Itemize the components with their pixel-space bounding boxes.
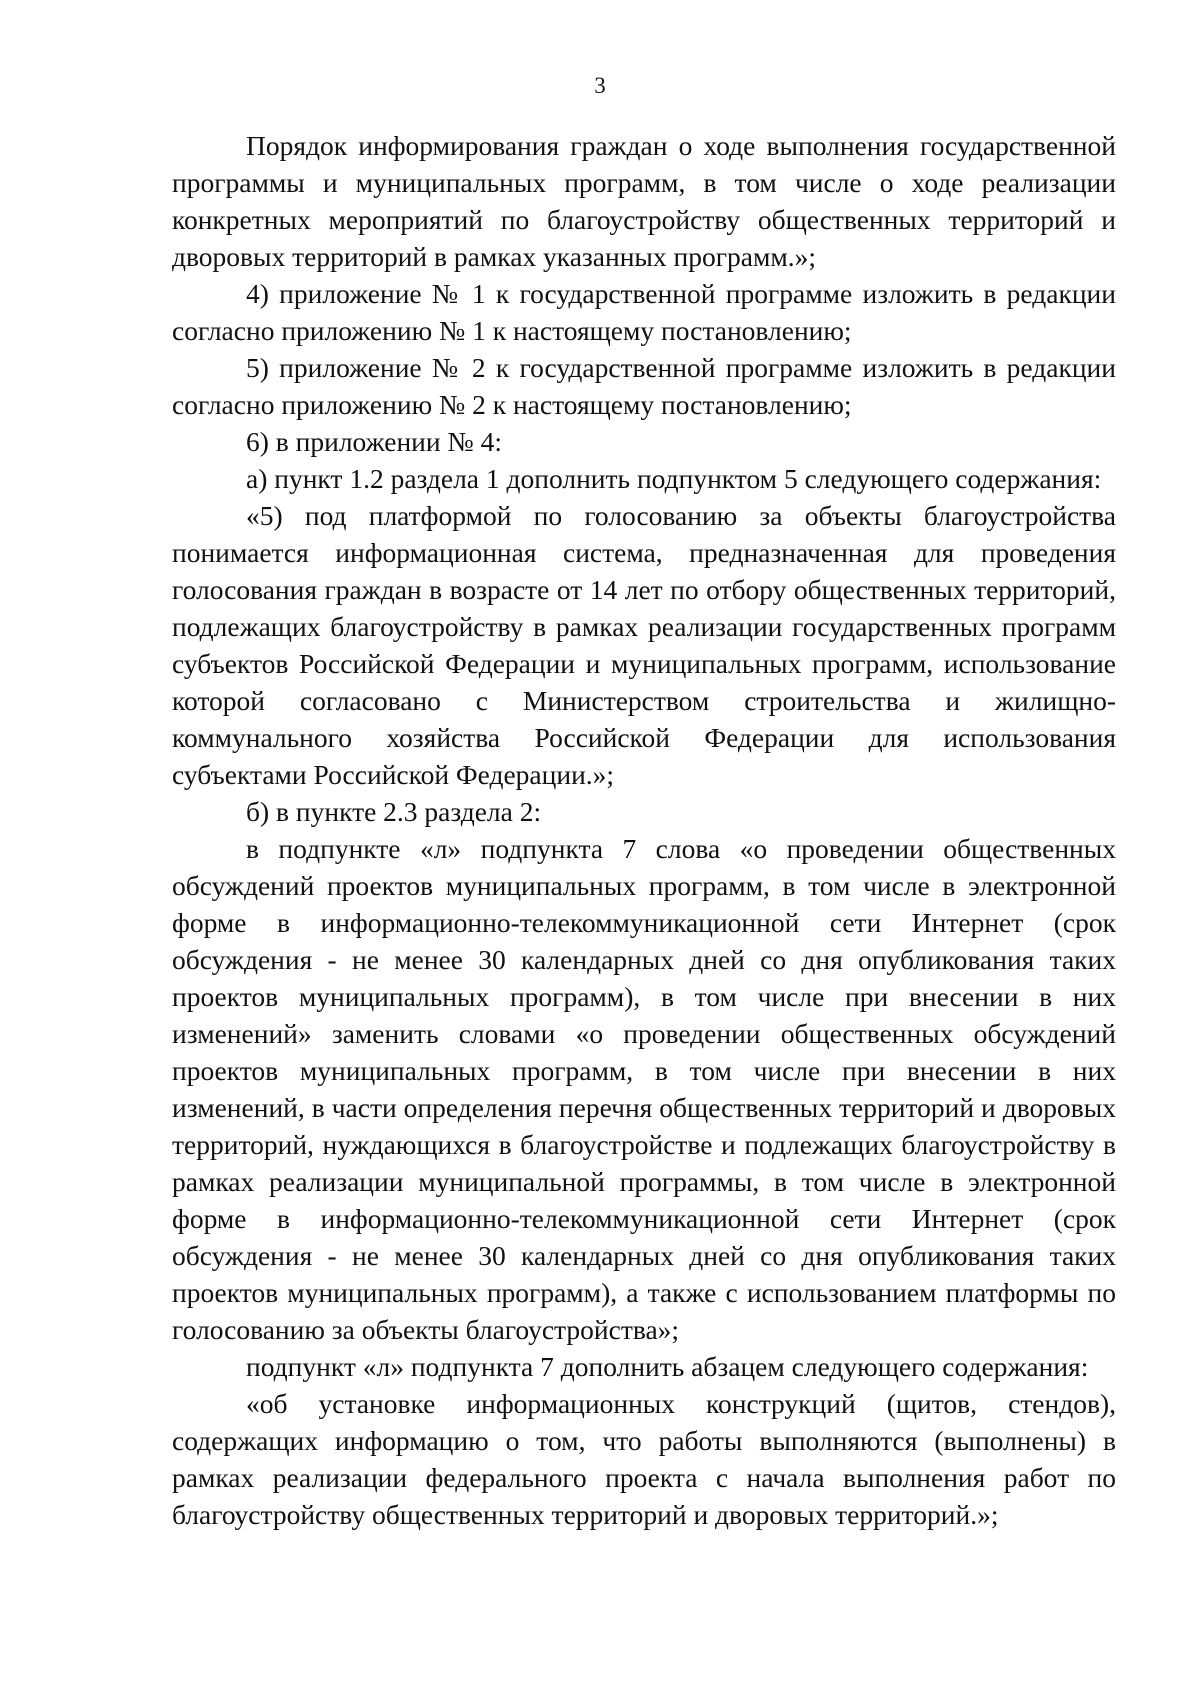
paragraph-subpoint-l-addition: подпункт «л» подпункта 7 дополнить абзацем следующего содержания: [246, 1351, 1089, 1382]
paragraph-subitem-b: б) в пункте 2.3 раздела 2: [246, 796, 542, 827]
paragraph-information-structures: «об установке информационных конструкций (щитов, стендов), содержащих информацию о том, что работы выполняются (выполнены) в рамках реализации федерального проекта с начала выполнения работ по благоустройству общественных территорий и дворовых территорий.»; [172, 1388, 1116, 1530]
paragraph-subpoint-l-replacement: в подпункте «л» подпункта 7 слова «о проведении общественных обсуждений проектов муниципальных программ, в том числе в электронной форме в информационно-телекоммуникационной сети Интернет (срок обсуждения - не менее 30 календарных дней со дня опубликования таких проектов муниципальных программ), в том числе при внесении в них изменений» заменить словами «о проведении общественных обсуждений проектов муниципальных программ, в том числе при внесении в них изменений, в части определения перечня общественных территорий и дворовых территорий, нуждающихся в благоустройстве и подлежащих благоустройству в рамках реализации муниципальной программы, в том числе в электронной форме в информационно-телекоммуникационной сети Интернет (срок обсуждения - не менее 30 календарных дней со дня опубликования таких проектов муниципальных программ), а также с использованием платформы по голосованию за объекты благоустройства»; [172, 833, 1116, 1345]
paragraph-item-6: 6) в приложении № 4: [246, 426, 502, 457]
paragraph-informing-order: Порядок информирования граждан о ходе выполнения государственной программы и муниципальных программ, в том числе о ходе реализации конкретных мероприятий по благоустройству общественных территорий и дворовых территорий в рамках указанных программ.»; [172, 130, 1116, 272]
paragraph-item-4: 4) приложение № 1 к государственной программе изложить в редакции согласно приложению № 1 к настоящему постановлению; [172, 278, 1116, 346]
paragraph-item-5: 5) приложение № 2 к государственной программе изложить в редакции согласно приложению № 2 к настоящему постановлению; [172, 352, 1116, 420]
paragraph-voting-platform-definition: «5) под платформой по голосованию за объекты благоустройства понимается информационная система, предназначенная для проведения голосования граждан в возрасте от 14 лет по отбору общественных территорий, подлежащих благоустройству в рамках реализации государственных программ субъектов Российской Федерации и муниципальных программ, использование которой согласовано с Министерством строительства и жилищно-коммунального хозяйства Российской Федерации для использования субъектами Российской Федерации.»; [172, 500, 1116, 790]
page-number: 3 [594, 73, 606, 98]
document-body [172, 127, 1116, 1533]
paragraph-subitem-a: а) пункт 1.2 раздела 1 дополнить подпунктом 5 следующего содержания: [246, 463, 1102, 494]
